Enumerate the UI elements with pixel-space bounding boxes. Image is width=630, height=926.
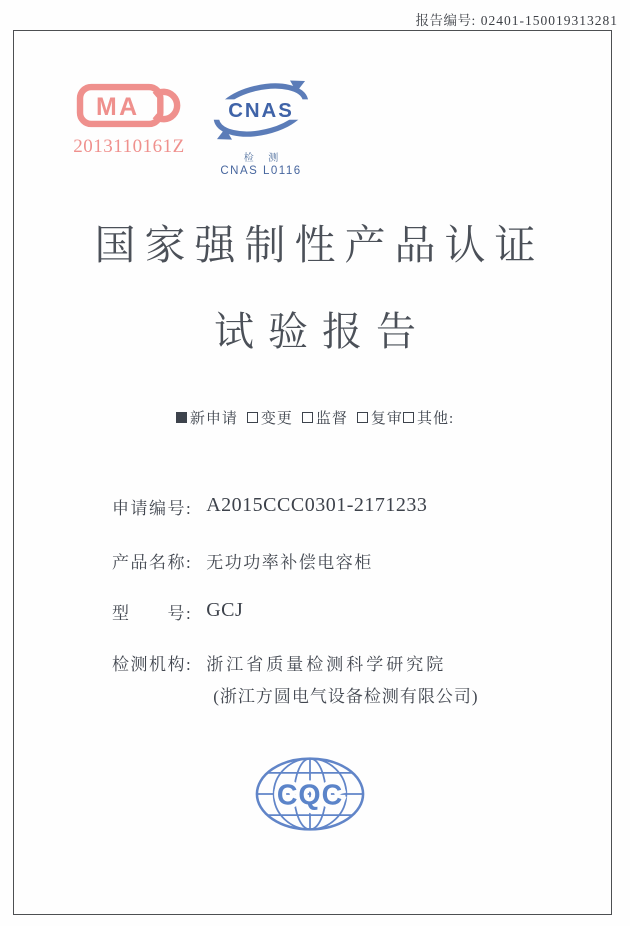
option-change bbox=[247, 407, 293, 428]
field-product-name bbox=[112, 548, 373, 573]
cnas-sub-label: 检 测 bbox=[243, 153, 285, 164]
cma-logo-icon bbox=[76, 82, 182, 129]
cma-certificate-number: 2013110161Z bbox=[73, 136, 185, 157]
document-title-line2: 试验报告 bbox=[214, 309, 430, 354]
cma-letters: MA bbox=[95, 93, 140, 122]
field-label: 型 号: bbox=[112, 604, 193, 623]
checkbox-icon bbox=[302, 412, 313, 423]
option-new-application bbox=[176, 407, 238, 428]
option-supervision bbox=[302, 407, 348, 428]
field-label: 产品名称: bbox=[112, 553, 193, 572]
cqc-logo-block bbox=[253, 755, 367, 838]
field-value: GCJ bbox=[206, 599, 244, 621]
checkbox-icon bbox=[176, 412, 187, 423]
field-label: 申请编号: bbox=[112, 499, 193, 518]
option-other bbox=[403, 407, 454, 428]
application-type-row bbox=[0, 407, 630, 428]
cnas-logo-block bbox=[209, 79, 313, 177]
option-review bbox=[357, 407, 403, 428]
cqc-logo-icon bbox=[253, 755, 367, 833]
field-value: A2015CCC0301-2171233 bbox=[206, 494, 428, 516]
option-label: 其他: bbox=[416, 411, 455, 427]
option-label: 监督 bbox=[315, 411, 348, 427]
cnas-accreditation-number: CNAS L0116 bbox=[220, 165, 302, 177]
field-value bbox=[206, 650, 478, 707]
cma-logo-block bbox=[70, 82, 188, 158]
report-number bbox=[415, 9, 618, 29]
cnas-logo-icon bbox=[210, 79, 312, 143]
cnas-letters: CNAS bbox=[228, 99, 294, 122]
option-label: 复审 bbox=[370, 411, 403, 427]
testing-org-line1: 浙江省质量检测科学研究院 bbox=[206, 655, 447, 674]
checkbox-icon bbox=[403, 412, 414, 423]
report-number-value: 02401-150019313281 bbox=[480, 13, 618, 28]
field-model bbox=[112, 599, 243, 624]
option-label: 变更 bbox=[260, 411, 293, 427]
checkbox-icon bbox=[357, 412, 368, 423]
field-value: 无功功率补偿电容柜 bbox=[206, 553, 373, 572]
option-label: 新申请 bbox=[189, 411, 238, 427]
document-title-line1: 国家强制性产品认证 bbox=[94, 222, 545, 268]
field-label: 检测机构: bbox=[112, 655, 193, 674]
checkbox-icon bbox=[247, 412, 258, 423]
testing-org-line2: (浙江方圆电气设备检测有限公司) bbox=[213, 687, 479, 706]
field-testing-organization bbox=[112, 650, 479, 707]
report-number-label: 报告编号: bbox=[415, 13, 476, 28]
cqc-letters: CQC bbox=[276, 779, 344, 812]
field-application-number bbox=[112, 494, 427, 519]
